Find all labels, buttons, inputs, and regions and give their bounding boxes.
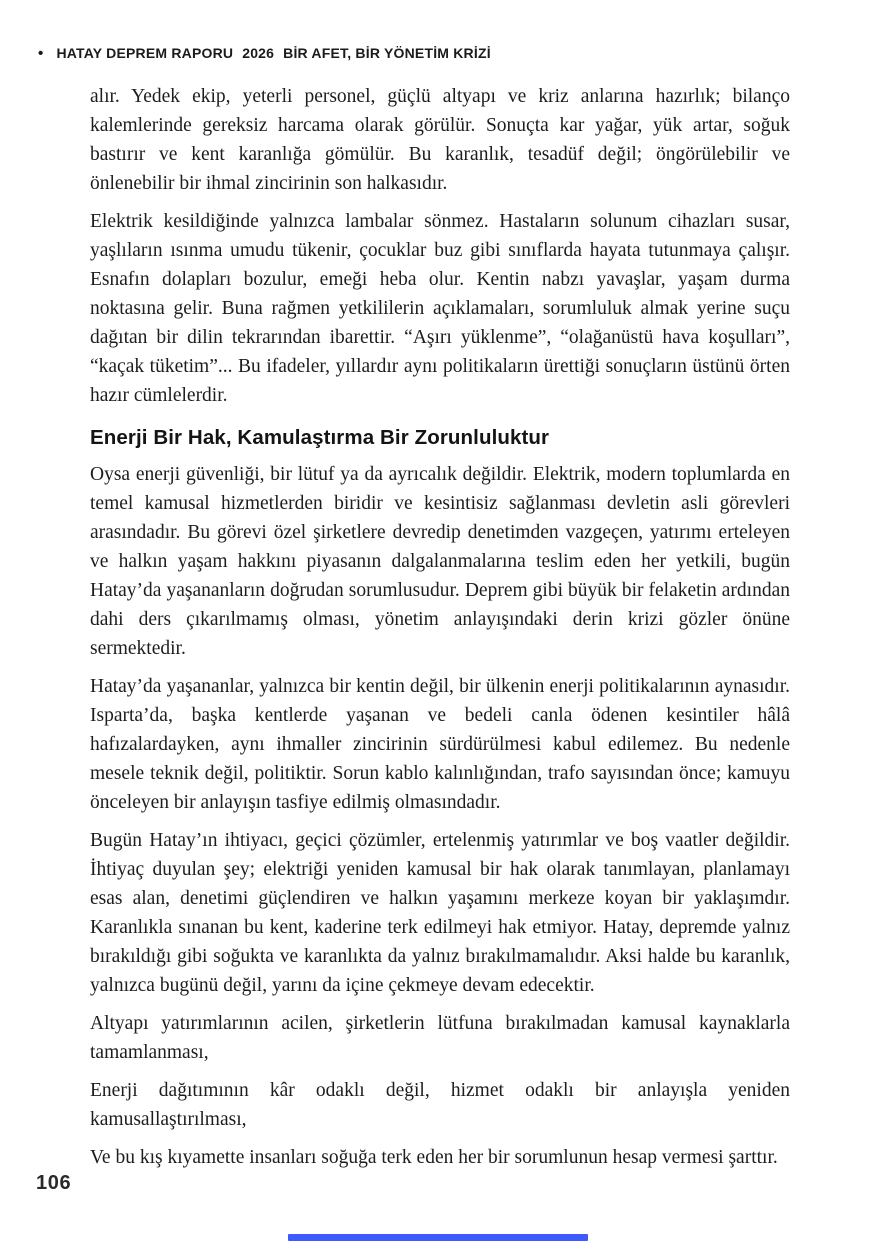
paragraph: Bugün Hatay’ın ihtiyacı, geçici çözümler, ertelenmiş yatırımlar ve boş vaatler değildir. İhtiyaç duyulan şey; elektriği yeniden kamusal bir hak olarak tanımlayan, planlamayı esas alan, denetimi güçlendiren ve halkın yaşamını merkeze koyan bir yaklaşımdır. Karanlıkla sınanan bu kent, kaderine terk edilmeyi hak etmiyor. Hatay, depremde yalnız bırakıldığı gibi soğukta ve karanlıkta da yalnız bırakılmamalıdır. Aksi halde bu karanlık, yalnızca bugünü değil, yarını da içine çekmeye devam edecektir. bbox=[90, 830, 790, 996]
report-year: 2026 bbox=[242, 45, 275, 61]
header-bullet-icon: • bbox=[38, 44, 44, 62]
paragraph: Hatay’da yaşananlar, yalnızca bir kentin değil, bir ülkenin enerji politikalarının aynasıdır. Isparta’da, başka kentlerde yaşanan ve bedeli canla ödenen kesintiler hâlâ hafızalardayken, aynı ihmaller zincirinin sürdürülmesi kabul edilemez. Bu nedenle mesele teknik değil, politiktir. Sorun kablo kalınlığından, trafo sayısından önce; kamuyu önceleyen bir anlayışın tasfiye edilmiş olmasındadır. bbox=[90, 676, 790, 813]
paragraph: alır. Yedek ekip, yeterli personel, güçlü altyapı ve kriz anlarına hazırlık; bilanço kalemlerinde gereksiz harcama olarak görülür. Sonuçta kar yağar, yük artar, soğuk bastırır ve kent karanlığa gömülür. Bu karanlık, tesadüf değil; öngörülebilir ve önlenebilir bir ihmal zincirinin son halkasıdır. bbox=[90, 86, 790, 194]
report-title: HATAY DEPREM RAPORU bbox=[56, 45, 234, 61]
footer-accent-bar bbox=[288, 1234, 588, 1241]
body-text-column bbox=[90, 82, 790, 1181]
paragraph: Ve bu kış kıyamette insanları soğuğa terk eden her bir sorumlunun hesap vermesi şarttır. bbox=[90, 1147, 778, 1168]
report-subtitle: BİR AFET, BİR YÖNETİM KRİZİ bbox=[283, 45, 491, 61]
paragraph: Elektrik kesildiğinde yalnızca lambalar sönmez. Hastaların solunum cihazları susar, yaşlıların ısınma umudu tükenir, çocuklar buz gibi sınıflarda hayata tutunmaya çalışır. Esnafın dolapları bozulur, emeği heba olur. Kentin nabzı yavaşlar, yaşam durma noktasına gelir. Buna rağmen yetkililerin açıklamaları, sorumluluk almak yerine suçu dağıtan bir dilin tekrarından ibarettir. “Aşırı yüklenme”, “olağanüstü hava koşulları”, “kaçak tüketim”... Bu ifadeler, yıllardır aynı politikaların ürettiği sonuçların üstünü örten hazır cümlelerdir. bbox=[90, 211, 790, 406]
section-heading: Enerji Bir Hak, Kamulaştırma Bir Zorunluluktur bbox=[90, 426, 550, 449]
running-header bbox=[38, 45, 491, 61]
paragraph: Altyapı yatırımlarının acilen, şirketlerin lütfuna bırakılmadan kamusal kaynaklarla tamamlanması, bbox=[90, 1013, 790, 1063]
paragraph: Enerji dağıtımının kâr odaklı değil, hizmet odaklı bir anlayışla yeniden kamusallaştırılması, bbox=[90, 1080, 790, 1130]
paragraph: Oysa enerji güvenliği, bir lütuf ya da ayrıcalık değildir. Elektrik, modern toplumlarda en temel kamusal hizmetlerden biridir ve kesintisiz sağlanması devletin asli görevleri arasındadır. Bu görevi özel şirketlere devredip denetimden vazgeçen, yatırımı erteleyen ve halkın yaşam hakkını piyasanın dalgalanmalarına teslim eden her yetkili, bugün Hatay’da yaşananların doğrudan sorumlusudur. Deprem gibi büyük bir felaketin ardından dahi ders çıkarılmamış olması, yönetim anlayışındaki derin krizi gözler önüne sermektedir. bbox=[90, 464, 790, 659]
page-number: 106 bbox=[36, 1172, 72, 1194]
